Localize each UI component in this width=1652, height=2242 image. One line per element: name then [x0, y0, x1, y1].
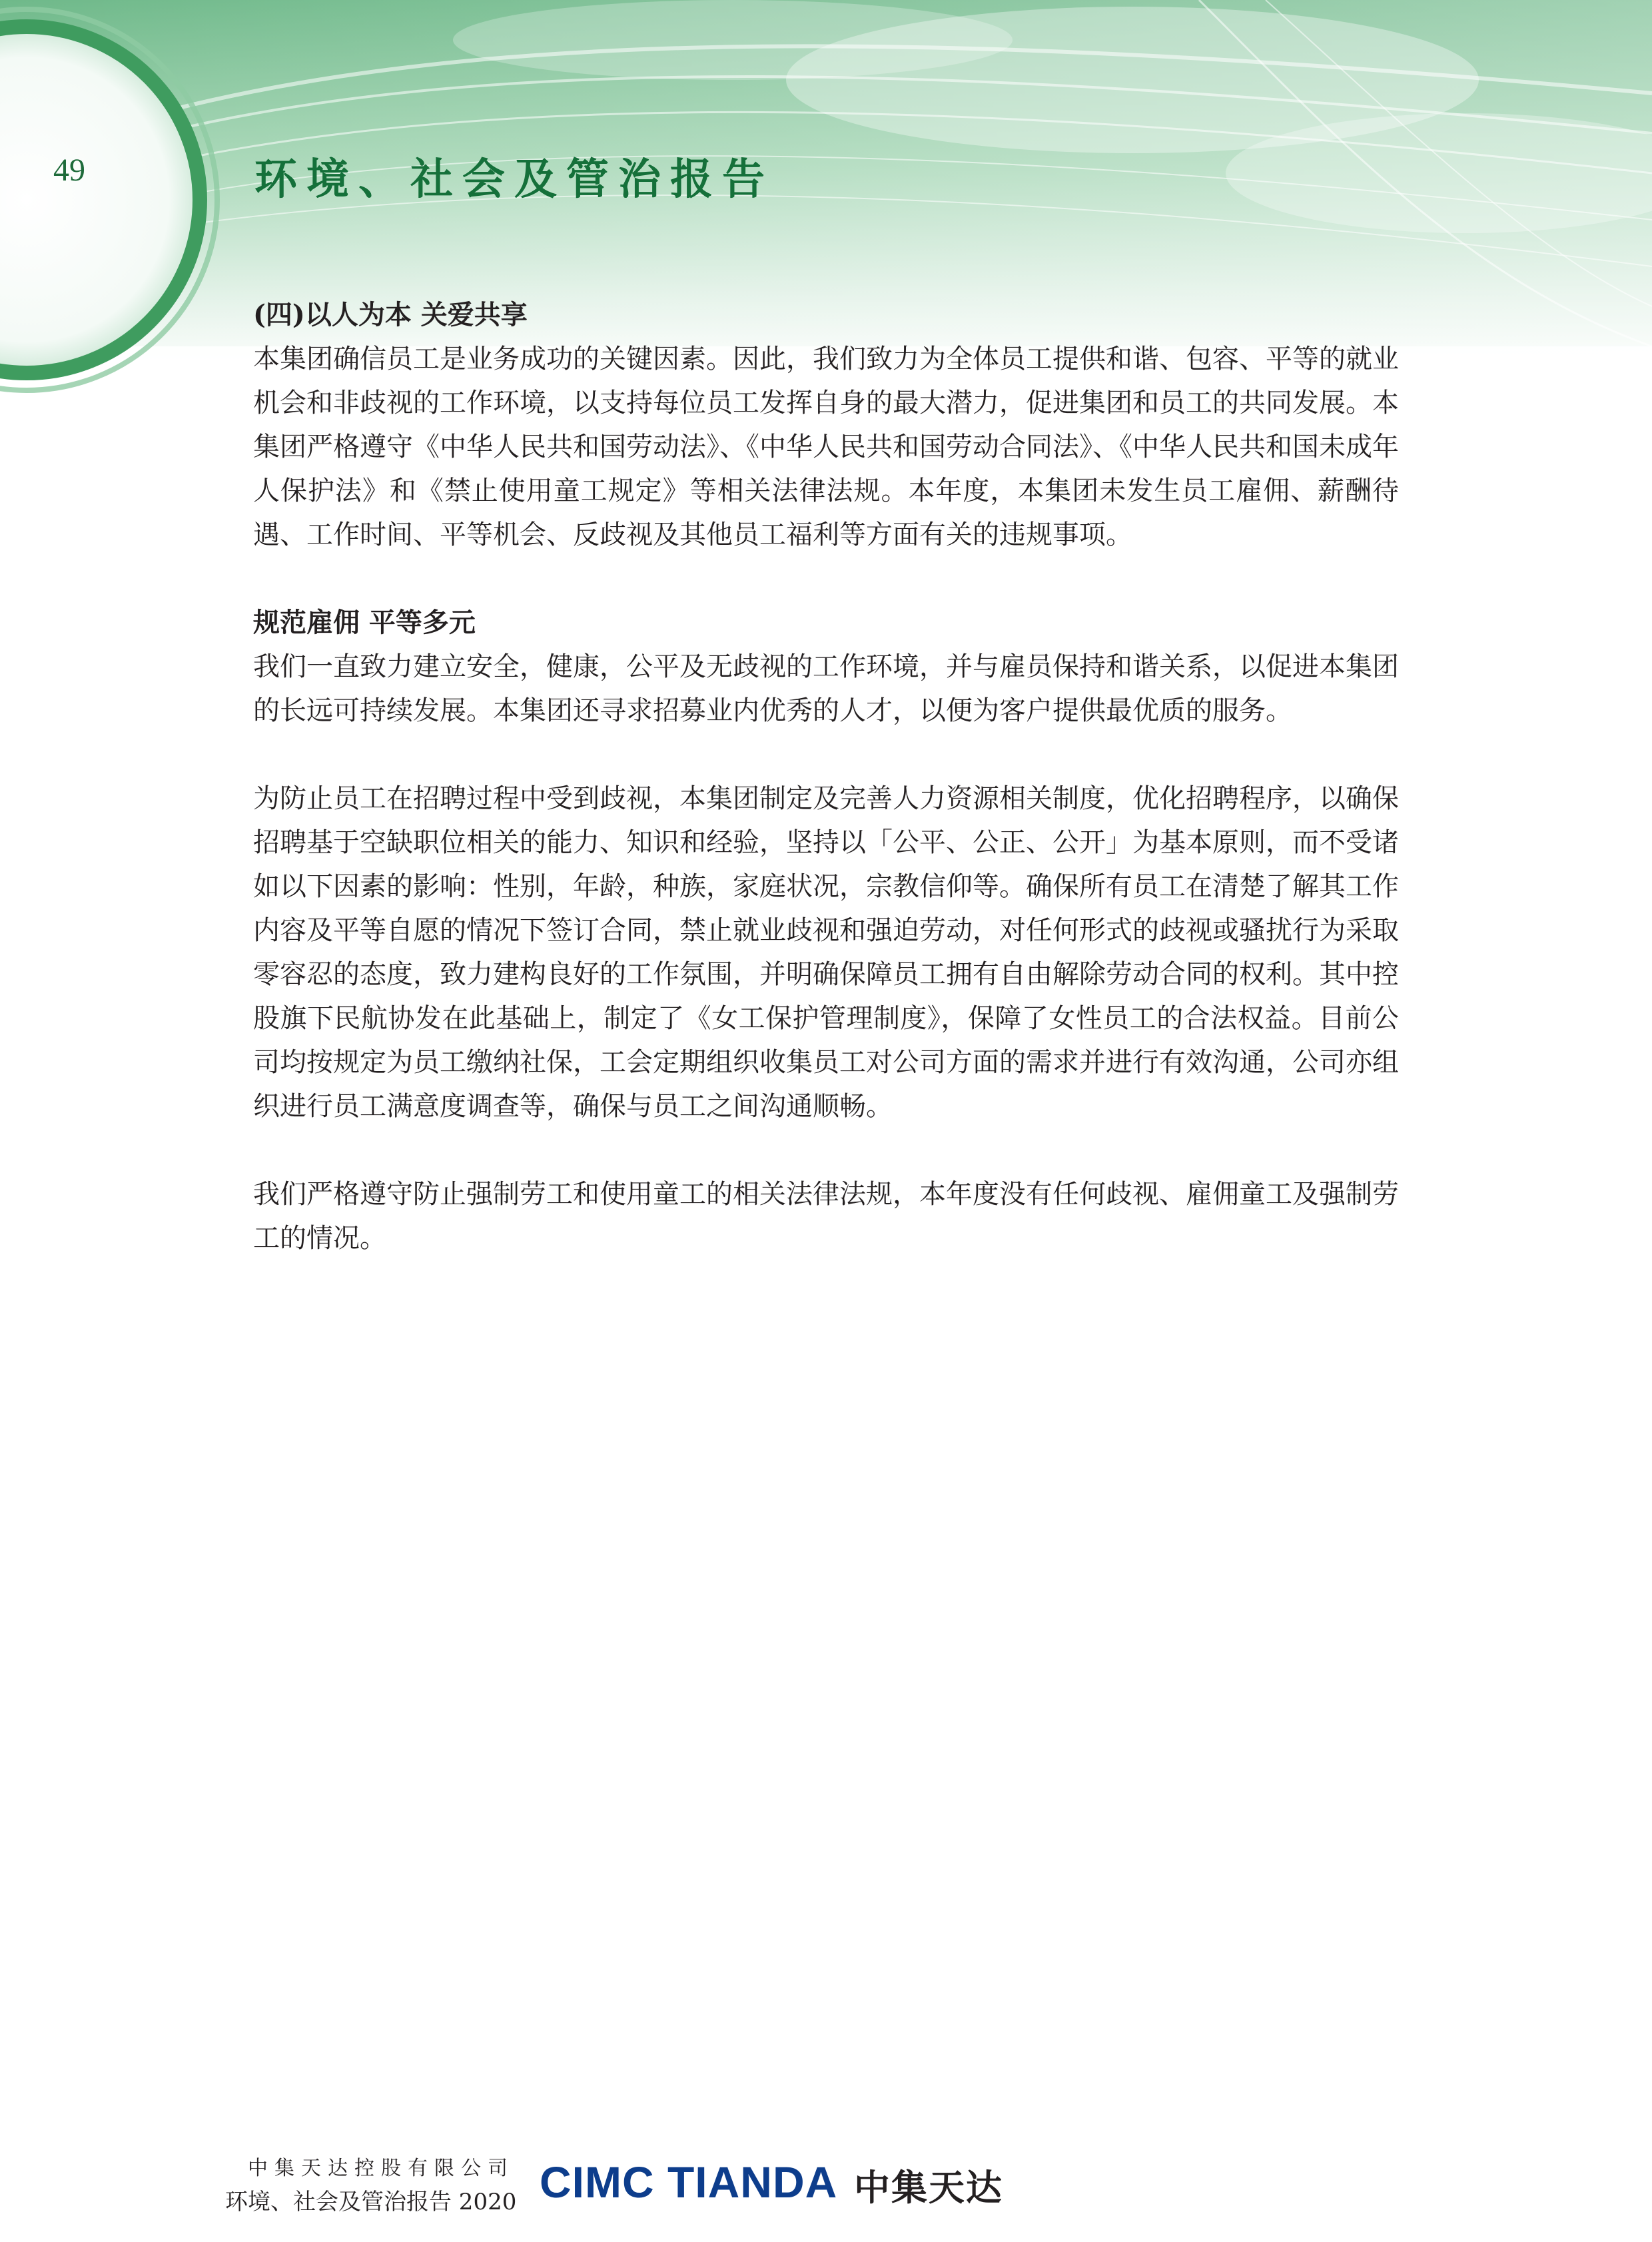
cimc-tianda-logo: CIMC TIANDA: [540, 2157, 838, 2207]
subsection-paragraph-1: 我们一直致力建立安全，健康，公平及无歧视的工作环境，并与雇员保持和谐关系，以促进本集团的长远可持续发展。本集团还寻求招募业内优秀的人才，以便为客户提供最优质的服务。: [253, 651, 1399, 726]
cimc-tianda-logo-cn: 中集天达: [854, 2167, 1003, 2209]
footer-report-name: 环境、社会及管治报告 2020: [225, 2189, 517, 2215]
subsection-paragraph-3: 我们严格遵守防止强制劳工和使用童工的相关法律法规，本年度没有任何歧视、雇佣童工及强制劳工的情况。: [253, 1179, 1399, 1254]
subsection-paragraph-2: 为防止员工在招聘过程中受到歧视，本集团制定及完善人力资源相关制度，优化招聘程序，以确保招聘基于空缺职位相关的能力、知识和经验，坚持以「公平、公正、公开」为基本原则，而不受诸如以下因素的影响：性别，年龄，种族，家庭状况，宗教信仰等。确保所有员工在清楚了解其工作内容及平等自愿的情况下签订合同，禁止就业歧视和强迫劳动，对任何形式的歧视或骚扰行为采取零容忍的态度，致力建构良好的工作氛围，并明确保障员工拥有自由解除劳动合同的权利。其中控股旗下民航协发在此基础上，制定了《女工保护管理制度》，保障了女性员工的合法权益。目前公司均按规定为员工缴纳社保，工会定期组织收集员工对公司方面的需求并进行有效沟通，公司亦组织进行员工满意度调查等，确保与员工之间沟通顺畅。: [253, 783, 1399, 1122]
section-intro-paragraph: 本集团确信员工是业务成功的关键因素。因此，我们致力为全体员工提供和谐、包容、平等的就业机会和非歧视的工作环境，以支持每位员工发挥自身的最大潜力，促进集团和员工的共同发展。本集团严格遵守《中华人民共和国劳动法》、《中华人民共和国劳动合同法》、《中华人民共和国未成年人保护法》和《禁止使用童工规定》等相关法律法规。本年度，本集团未发生员工雇佣、薪酬待遇、工作时间、平等机会、反歧视及其他员工福利等方面有关的违规事项。: [253, 344, 1399, 550]
page-number: 49: [53, 153, 85, 188]
spacer: [253, 733, 1399, 777]
footer-company-name: 中集天达控股有限公司: [248, 2157, 514, 2180]
section-heading: (四)以人为本 关爱共享: [253, 299, 528, 330]
footer: [0, 2145, 1652, 2242]
main-content: [253, 293, 1399, 1260]
spacer: [253, 1128, 1399, 1172]
spacer: [253, 557, 1399, 601]
subsection-heading: 规范雇佣 平等多元: [253, 607, 476, 638]
page-title: 环境、社会及管治报告: [254, 155, 774, 204]
